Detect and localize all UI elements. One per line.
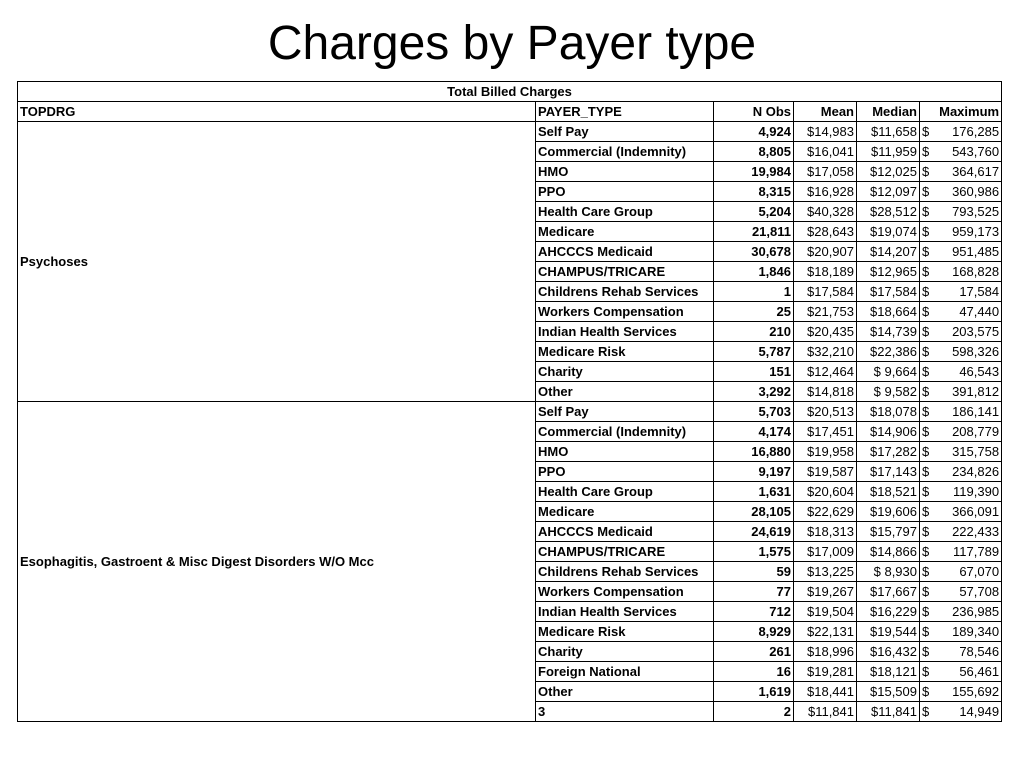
mean-cell: $17,058 [794,162,857,182]
n-obs-cell: 77 [714,582,794,602]
maximum-value: 78,546 [959,644,1000,659]
maximum-cell [920,582,1002,602]
maximum-value-wrap [922,342,999,361]
maximum-cell [920,162,1002,182]
mean-cell: $20,907 [794,242,857,262]
median-cell: $28,512 [857,202,920,222]
maximum-value: 14,949 [959,704,1000,719]
mean-cell: $18,996 [794,642,857,662]
currency-symbol: $ [922,584,930,599]
currency-symbol: $ [922,204,930,219]
payer-type-cell: Workers Compensation [536,582,714,602]
median-cell: $12,965 [857,262,920,282]
maximum-value-wrap [922,422,999,441]
currency-symbol: $ [922,664,930,679]
mean-cell: $19,281 [794,662,857,682]
mean-cell: $20,604 [794,482,857,502]
payer-type-cell: PPO [536,182,714,202]
currency-symbol: $ [922,644,930,659]
n-obs-cell: 21,811 [714,222,794,242]
n-obs-cell: 2 [714,702,794,722]
payer-type-cell: Childrens Rehab Services [536,282,714,302]
payer-type-cell: Health Care Group [536,202,714,222]
maximum-value: 360,986 [952,184,1000,199]
payer-type-cell: Foreign National [536,662,714,682]
n-obs-cell: 16,880 [714,442,794,462]
median-cell: $19,606 [857,502,920,522]
n-obs-cell: 1,619 [714,682,794,702]
payer-type-cell: Other [536,382,714,402]
median-cell: $11,658 [857,122,920,142]
n-obs-cell: 4,924 [714,122,794,142]
mean-cell: $19,587 [794,462,857,482]
mean-cell: $19,267 [794,582,857,602]
maximum-cell [920,402,1002,422]
mean-cell: $20,435 [794,322,857,342]
maximum-value-wrap [922,542,999,561]
currency-symbol: $ [922,564,930,579]
median-cell: $ 9,582 [857,382,920,402]
maximum-value: 222,433 [952,524,1000,539]
maximum-value-wrap [922,382,999,401]
maximum-value-wrap [922,302,999,321]
maximum-cell [920,422,1002,442]
mean-cell: $22,629 [794,502,857,522]
maximum-cell [920,202,1002,222]
maximum-value-wrap [922,662,999,681]
maximum-cell [920,462,1002,482]
n-obs-cell: 1 [714,282,794,302]
n-obs-cell: 210 [714,322,794,342]
n-obs-cell: 8,929 [714,622,794,642]
median-cell: $22,386 [857,342,920,362]
n-obs-cell: 24,619 [714,522,794,542]
n-obs-cell: 1,575 [714,542,794,562]
mean-cell: $40,328 [794,202,857,222]
mean-cell: $18,189 [794,262,857,282]
maximum-value-wrap [922,322,999,341]
maximum-value: 543,760 [952,144,1000,159]
payer-type-cell: 3 [536,702,714,722]
currency-symbol: $ [922,364,930,379]
median-cell: $18,121 [857,662,920,682]
n-obs-cell: 1,631 [714,482,794,502]
median-cell: $14,866 [857,542,920,562]
maximum-value-wrap [922,602,999,621]
mean-cell: $19,958 [794,442,857,462]
maximum-cell [920,182,1002,202]
maximum-cell [920,702,1002,722]
maximum-value: 598,326 [952,344,1000,359]
payer-type-cell: Other [536,682,714,702]
maximum-value-wrap [922,682,999,701]
maximum-value: 46,543 [959,364,1000,379]
mean-cell: $16,928 [794,182,857,202]
maximum-value: 119,390 [953,484,1000,499]
maximum-value: 234,826 [952,464,1000,479]
median-cell: $16,229 [857,602,920,622]
maximum-value: 189,340 [952,624,1000,639]
maximum-cell [920,562,1002,582]
maximum-cell [920,602,1002,622]
mean-cell: $18,313 [794,522,857,542]
median-cell: $18,078 [857,402,920,422]
median-cell: $17,143 [857,462,920,482]
maximum-value: 364,617 [952,164,1000,179]
currency-symbol: $ [922,244,930,259]
maximum-value-wrap [922,202,999,221]
maximum-cell [920,622,1002,642]
maximum-value: 56,461 [959,664,1000,679]
mean-cell: $21,753 [794,302,857,322]
maximum-value-wrap [922,162,999,181]
payer-type-cell: Medicare [536,222,714,242]
maximum-value-wrap [922,562,999,581]
maximum-cell [920,682,1002,702]
currency-symbol: $ [922,504,930,519]
maximum-cell [920,342,1002,362]
payer-type-cell: PPO [536,462,714,482]
currency-symbol: $ [922,124,930,139]
median-cell: $12,025 [857,162,920,182]
currency-symbol: $ [922,164,930,179]
currency-symbol: $ [922,624,930,639]
maximum-cell [920,222,1002,242]
maximum-cell [920,502,1002,522]
mean-cell: $19,504 [794,602,857,622]
maximum-value-wrap [922,242,999,261]
maximum-cell [920,542,1002,562]
payer-type-cell: Medicare [536,502,714,522]
maximum-value-wrap [922,522,999,541]
maximum-value: 959,173 [952,224,1000,239]
maximum-value-wrap [922,402,999,421]
mean-cell: $28,643 [794,222,857,242]
currency-symbol: $ [922,384,930,399]
table-row [18,122,1002,142]
maximum-value-wrap [922,362,999,381]
n-obs-cell: 19,984 [714,162,794,182]
maximum-value-wrap [922,582,999,601]
payer-type-cell: Health Care Group [536,482,714,502]
median-cell: $11,959 [857,142,920,162]
column-header-topdrg: TOPDRG [18,102,536,122]
maximum-value: 236,985 [952,604,1000,619]
n-obs-cell: 4,174 [714,422,794,442]
mean-cell: $16,041 [794,142,857,162]
mean-cell: $14,818 [794,382,857,402]
maximum-cell [920,642,1002,662]
maximum-cell [920,382,1002,402]
maximum-value: 366,091 [952,504,1000,519]
payer-type-cell: CHAMPUS/TRICARE [536,542,714,562]
median-cell: $18,664 [857,302,920,322]
maximum-value: 47,440 [959,304,1000,319]
median-cell: $ 8,930 [857,562,920,582]
maximum-value: 67,070 [959,564,1000,579]
charges-table [17,81,1002,722]
mean-cell: $17,009 [794,542,857,562]
mean-cell: $12,464 [794,362,857,382]
n-obs-cell: 261 [714,642,794,662]
currency-symbol: $ [922,544,930,559]
median-cell: $ 9,664 [857,362,920,382]
currency-symbol: $ [922,324,930,339]
maximum-cell [920,482,1002,502]
maximum-value-wrap [922,502,999,521]
median-cell: $14,207 [857,242,920,262]
maximum-cell [920,282,1002,302]
maximum-value: 117,789 [953,544,1000,559]
span-header-row [18,82,1002,102]
currency-symbol: $ [922,224,930,239]
payer-type-cell: AHCCCS Medicaid [536,522,714,542]
currency-symbol: $ [922,144,930,159]
payer-type-cell: Workers Compensation [536,302,714,322]
n-obs-cell: 25 [714,302,794,322]
median-cell: $14,906 [857,422,920,442]
currency-symbol: $ [922,304,930,319]
median-cell: $17,584 [857,282,920,302]
currency-symbol: $ [922,404,930,419]
maximum-value: 17,584 [959,284,1000,299]
median-cell: $19,544 [857,622,920,642]
maximum-value: 391,812 [952,384,1000,399]
maximum-cell [920,322,1002,342]
maximum-value-wrap [922,442,999,461]
mean-cell: $17,451 [794,422,857,442]
table-row [18,402,1002,422]
n-obs-cell: 28,105 [714,502,794,522]
maximum-value-wrap [922,702,999,721]
mean-cell: $17,584 [794,282,857,302]
maximum-value-wrap [922,182,999,201]
median-cell: $17,282 [857,442,920,462]
n-obs-cell: 30,678 [714,242,794,262]
maximum-value-wrap [922,122,999,141]
n-obs-cell: 151 [714,362,794,382]
column-header-n-obs: N Obs [714,102,794,122]
median-cell: $11,841 [857,702,920,722]
maximum-value: 168,828 [952,264,1000,279]
currency-symbol: $ [922,524,930,539]
median-cell: $14,739 [857,322,920,342]
maximum-value-wrap [922,642,999,661]
payer-type-cell: Self Pay [536,122,714,142]
payer-type-cell: Medicare Risk [536,342,714,362]
payer-type-cell: Indian Health Services [536,602,714,622]
topdrg-cell: Esophagitis, Gastroent & Misc Digest Disorders W/O Mcc [18,402,536,722]
table-body [18,82,1002,722]
payer-type-cell: Indian Health Services [536,322,714,342]
payer-type-cell: Self Pay [536,402,714,422]
payer-type-cell: Medicare Risk [536,622,714,642]
column-header-median: Median [857,102,920,122]
maximum-value-wrap [922,222,999,241]
currency-symbol: $ [922,444,930,459]
maximum-cell [920,662,1002,682]
payer-type-cell: AHCCCS Medicaid [536,242,714,262]
maximum-cell [920,122,1002,142]
maximum-cell [920,362,1002,382]
mean-cell: $22,131 [794,622,857,642]
n-obs-cell: 9,197 [714,462,794,482]
currency-symbol: $ [922,604,930,619]
column-header-row [18,102,1002,122]
currency-symbol: $ [922,684,930,699]
maximum-cell [920,442,1002,462]
n-obs-cell: 16 [714,662,794,682]
payer-type-cell: HMO [536,162,714,182]
currency-symbol: $ [922,184,930,199]
currency-symbol: $ [922,424,930,439]
payer-type-cell: HMO [536,442,714,462]
maximum-value: 57,708 [959,584,1000,599]
maximum-value: 203,575 [952,324,1000,339]
currency-symbol: $ [922,484,930,499]
payer-type-cell: CHAMPUS/TRICARE [536,262,714,282]
currency-symbol: $ [922,284,930,299]
maximum-cell [920,142,1002,162]
mean-cell: $18,441 [794,682,857,702]
column-header-maximum: Maximum [920,102,1002,122]
n-obs-cell: 5,787 [714,342,794,362]
maximum-value: 176,285 [952,124,1000,139]
maximum-value-wrap [922,282,999,301]
n-obs-cell: 8,315 [714,182,794,202]
maximum-cell [920,302,1002,322]
maximum-value-wrap [922,142,999,161]
currency-symbol: $ [922,344,930,359]
n-obs-cell: 3,292 [714,382,794,402]
maximum-value-wrap [922,622,999,641]
maximum-value-wrap [922,262,999,281]
currency-symbol: $ [922,704,930,719]
maximum-value: 315,758 [952,444,1000,459]
mean-cell: $32,210 [794,342,857,362]
n-obs-cell: 1,846 [714,262,794,282]
column-header-mean: Mean [794,102,857,122]
n-obs-cell: 5,204 [714,202,794,222]
payer-type-cell: Charity [536,362,714,382]
maximum-value: 951,485 [952,244,1000,259]
maximum-value: 186,141 [952,404,1000,419]
maximum-value: 208,779 [952,424,1000,439]
maximum-cell [920,262,1002,282]
median-cell: $16,432 [857,642,920,662]
mean-cell: $14,983 [794,122,857,142]
n-obs-cell: 8,805 [714,142,794,162]
n-obs-cell: 59 [714,562,794,582]
mean-cell: $13,225 [794,562,857,582]
maximum-value: 155,692 [952,684,1000,699]
payer-type-cell: Charity [536,642,714,662]
span-header: Total Billed Charges [18,82,1002,102]
currency-symbol: $ [922,264,930,279]
maximum-value-wrap [922,462,999,481]
median-cell: $12,097 [857,182,920,202]
maximum-value-wrap [922,482,999,501]
median-cell: $18,521 [857,482,920,502]
median-cell: $15,509 [857,682,920,702]
mean-cell: $11,841 [794,702,857,722]
median-cell: $15,797 [857,522,920,542]
median-cell: $17,667 [857,582,920,602]
payer-type-cell: Commercial (Indemnity) [536,422,714,442]
column-header-payer-type: PAYER_TYPE [536,102,714,122]
n-obs-cell: 5,703 [714,402,794,422]
topdrg-cell: Psychoses [18,122,536,402]
currency-symbol: $ [922,464,930,479]
maximum-cell [920,242,1002,262]
maximum-value: 793,525 [952,204,1000,219]
page-title: Charges by Payer type [267,17,757,70]
median-cell: $19,074 [857,222,920,242]
n-obs-cell: 712 [714,602,794,622]
maximum-cell [920,522,1002,542]
payer-type-cell: Childrens Rehab Services [536,562,714,582]
mean-cell: $20,513 [794,402,857,422]
payer-type-cell: Commercial (Indemnity) [536,142,714,162]
